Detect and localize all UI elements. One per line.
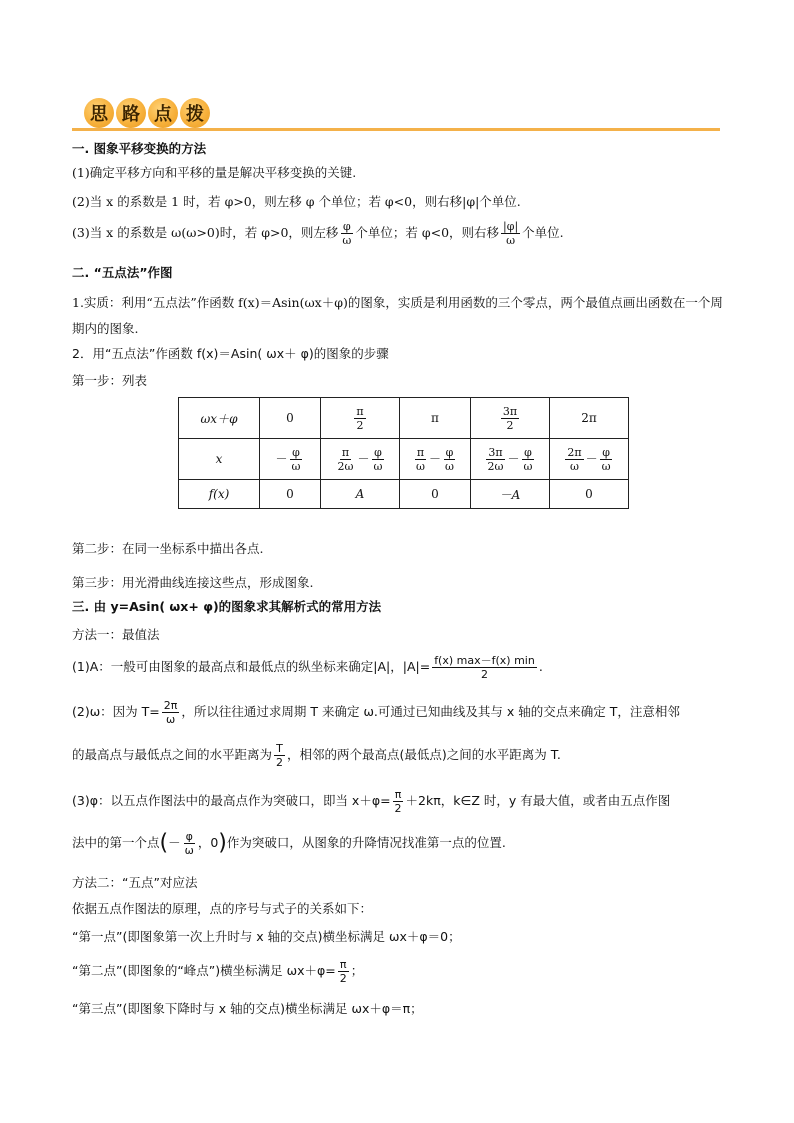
minus-sign: － bbox=[275, 451, 288, 466]
step-two: 第二步：在同一坐标系中描出各点. bbox=[72, 541, 264, 556]
text-fragment: 的最高点与最低点之间的水平距离为 bbox=[72, 747, 273, 762]
table-cell: f(x) bbox=[179, 480, 260, 509]
fraction bbox=[340, 220, 353, 247]
fraction-num: |φ| bbox=[503, 220, 519, 233]
method-two-p4: “第三点”(即图象下降时与 x 轴的交点)横坐标满足 ωx＋φ＝π； bbox=[72, 1001, 423, 1016]
fraction-den: 2ω bbox=[487, 459, 504, 473]
fraction-num: φ bbox=[374, 445, 382, 459]
s1-paragraph-2: (2)当 x 的系数是 1 时，若 φ>0，则左移 φ 个单位；若 φ<0，则右移|φ|个单位. bbox=[72, 194, 521, 209]
fraction-num: π bbox=[356, 404, 364, 418]
table-row bbox=[179, 439, 629, 480]
table-cell bbox=[321, 398, 400, 439]
fraction-den: ω bbox=[342, 234, 352, 247]
method-two-p1: 依据五点作图法的原理，点的序号与式子的关系如下： bbox=[72, 901, 373, 916]
step-one: 第一步：列表 bbox=[72, 373, 148, 388]
fraction-den: ω bbox=[601, 459, 611, 473]
fraction-den: ω bbox=[506, 234, 516, 247]
minus-sign: － bbox=[428, 451, 441, 466]
fraction-den: 2 bbox=[339, 972, 347, 985]
fraction-num: 3π bbox=[488, 445, 503, 459]
fraction-num: φ bbox=[292, 445, 300, 459]
fraction-num: π bbox=[394, 788, 402, 801]
text-fragment: 作为突破口，从图象的升降情况找准第一点的位置. bbox=[226, 835, 506, 850]
table-cell: π bbox=[400, 398, 471, 439]
s3-paragraph-1 bbox=[72, 652, 732, 682]
step-three: 第三步：用光滑曲线连接这些点，形成图象. bbox=[72, 575, 314, 590]
table-cell bbox=[471, 398, 550, 439]
text-fragment: (3)φ：以五点作图法中的最高点作为突破口，即当 x＋φ= bbox=[72, 793, 391, 808]
table-cell bbox=[260, 439, 321, 480]
text-fragment: ，0 bbox=[197, 835, 219, 850]
table-cell: 2π bbox=[550, 398, 629, 439]
section1-title: 一. 图象平移变换的方法 bbox=[72, 141, 207, 156]
badge-char: 拨 bbox=[180, 98, 210, 128]
minus-sign: － bbox=[357, 451, 370, 466]
fraction-num: π bbox=[341, 445, 350, 459]
fraction-den: ω bbox=[373, 459, 383, 473]
text-fragment: ，所以往往通过求周期 T 来确定 ω.可通过已知曲线及其与 x 轴的交点来确定 T，注意相邻 bbox=[181, 704, 680, 719]
s2-paragraph-1: 1.实质：利用“五点法”作函数 f(x)＝Asin(ωx＋φ)的图象，实质是利用函数的三个零点，两个最值点画出函数在一个周期内的图象. bbox=[72, 295, 723, 336]
method-one-title: 方法一：最值法 bbox=[72, 627, 160, 642]
fraction-den: 2 bbox=[394, 802, 402, 815]
s3-paragraph-3b bbox=[72, 826, 732, 861]
s1-paragraph-3 bbox=[72, 220, 732, 247]
table-cell: 0 bbox=[400, 480, 471, 509]
section3-title: 三. 由 y=Asin( ωx+ φ)的图象求其解析式的常用方法 bbox=[72, 599, 382, 614]
text-fragment: “第二点”(即图象的“峰点”)横坐标满足 ωx＋φ= bbox=[72, 963, 336, 978]
fraction bbox=[354, 405, 365, 432]
table-cell: ωx＋φ bbox=[179, 398, 260, 439]
text-fragment: (1)A：一般可由图象的最高点和最低点的纵坐标来确定|A|，|A|= bbox=[72, 659, 431, 674]
fraction-den: ω bbox=[445, 459, 454, 473]
table-row bbox=[179, 480, 629, 509]
fraction bbox=[443, 446, 456, 473]
fraction bbox=[393, 788, 404, 815]
fraction-num: π bbox=[416, 445, 425, 459]
fraction bbox=[274, 742, 285, 769]
s3-paragraph-3 bbox=[72, 786, 732, 816]
section-header bbox=[72, 96, 720, 136]
fraction-den: ω bbox=[570, 459, 579, 473]
table-cell: 0 bbox=[550, 480, 629, 509]
text-fragment: 个单位. bbox=[522, 225, 564, 240]
fraction-num: φ bbox=[524, 445, 532, 459]
fraction bbox=[336, 446, 356, 473]
method-two-p2: “第一点”(即图象第一次上升时与 x 轴的交点)横坐标满足 ωx＋φ＝0； bbox=[72, 929, 461, 944]
fraction bbox=[522, 446, 535, 473]
table-cell: 0 bbox=[260, 480, 321, 509]
text-fragment: ，相邻的两个最高点(最低点)之间的水平距离为 T. bbox=[287, 747, 561, 762]
s3-paragraph-2 bbox=[72, 698, 732, 726]
five-point-table bbox=[178, 397, 629, 509]
fraction bbox=[501, 220, 520, 247]
fraction-den: ω bbox=[416, 459, 425, 473]
header-badge bbox=[84, 98, 210, 128]
table-cell bbox=[321, 439, 400, 480]
text-fragment: ＋2kπ，k∈Z 时，y 有最大值，或者由五点作图 bbox=[405, 793, 671, 808]
fraction bbox=[432, 654, 537, 681]
table-cell: x bbox=[179, 439, 260, 480]
fraction bbox=[338, 958, 349, 985]
fraction bbox=[486, 446, 506, 473]
fraction-den: 2 bbox=[506, 418, 514, 432]
table-cell: －A bbox=[471, 480, 550, 509]
fraction bbox=[290, 446, 303, 473]
s3-paragraph-2b bbox=[72, 740, 732, 770]
fraction bbox=[600, 446, 613, 473]
minus-sign: － bbox=[507, 451, 520, 466]
fraction-num: φ bbox=[602, 445, 610, 459]
table-cell: A bbox=[321, 480, 400, 509]
fraction-num: f(x) max－f(x) min bbox=[434, 654, 535, 667]
text-fragment: (2)ω：因为 T= bbox=[72, 704, 160, 719]
table-cell: 0 bbox=[260, 398, 321, 439]
table-cell bbox=[550, 439, 629, 480]
fraction bbox=[183, 830, 196, 857]
fraction-num: φ bbox=[185, 830, 193, 843]
left-paren: ( bbox=[159, 830, 169, 856]
minus-sign: － bbox=[168, 835, 181, 850]
fraction bbox=[414, 446, 427, 473]
fraction-num: T bbox=[276, 742, 283, 755]
fraction-den: ω bbox=[291, 459, 301, 473]
fraction bbox=[372, 446, 385, 473]
fraction-den: ω bbox=[184, 844, 194, 857]
method-two-title: 方法二：“五点”对应法 bbox=[72, 875, 198, 890]
fraction bbox=[162, 699, 180, 726]
section2-title: 二. “五点法”作图 bbox=[72, 265, 173, 280]
fraction-num: 2π bbox=[567, 445, 582, 459]
fraction bbox=[565, 446, 583, 473]
text-fragment: 法中的第一个点 bbox=[72, 835, 160, 850]
fraction-den: 2 bbox=[356, 418, 364, 432]
table-cell bbox=[471, 439, 550, 480]
fraction-num: 2π bbox=[163, 699, 178, 712]
fraction-den: 2 bbox=[481, 668, 488, 681]
badge-char: 思 bbox=[84, 98, 114, 128]
right-paren: ) bbox=[218, 830, 227, 856]
badge-char: 点 bbox=[148, 98, 178, 128]
fraction-den: 2ω bbox=[337, 459, 354, 473]
table-cell bbox=[400, 439, 471, 480]
fraction bbox=[501, 405, 519, 432]
fraction-den: ω bbox=[523, 459, 533, 473]
text-fragment: . bbox=[538, 659, 543, 674]
fraction-num: 3π bbox=[502, 404, 518, 418]
fraction-num: φ bbox=[343, 220, 351, 233]
fraction-den: ω bbox=[165, 713, 176, 726]
fraction-num: φ bbox=[445, 445, 454, 459]
fraction-den: 2 bbox=[276, 756, 284, 769]
text-fragment: (3)当 x 的系数是 ω(ω>0)时，若 φ>0，则左移 bbox=[72, 225, 339, 240]
s1-paragraph-1: (1)确定平移方向和平移的量是解决平移变换的关键. bbox=[72, 165, 357, 180]
badge-char: 路 bbox=[116, 98, 146, 128]
minus-sign: － bbox=[585, 451, 598, 466]
fraction-num: π bbox=[339, 958, 347, 971]
table-row bbox=[179, 398, 629, 439]
s2-paragraph-2: 2．用“五点法”作函数 f(x)＝Asin( ωx＋ φ)的图象的步骤 bbox=[72, 346, 389, 361]
text-fragment: 个单位；若 φ<0，则右移 bbox=[355, 225, 500, 240]
header-divider bbox=[72, 128, 720, 131]
method-two-p3 bbox=[72, 956, 732, 986]
text-fragment: ； bbox=[350, 963, 364, 978]
